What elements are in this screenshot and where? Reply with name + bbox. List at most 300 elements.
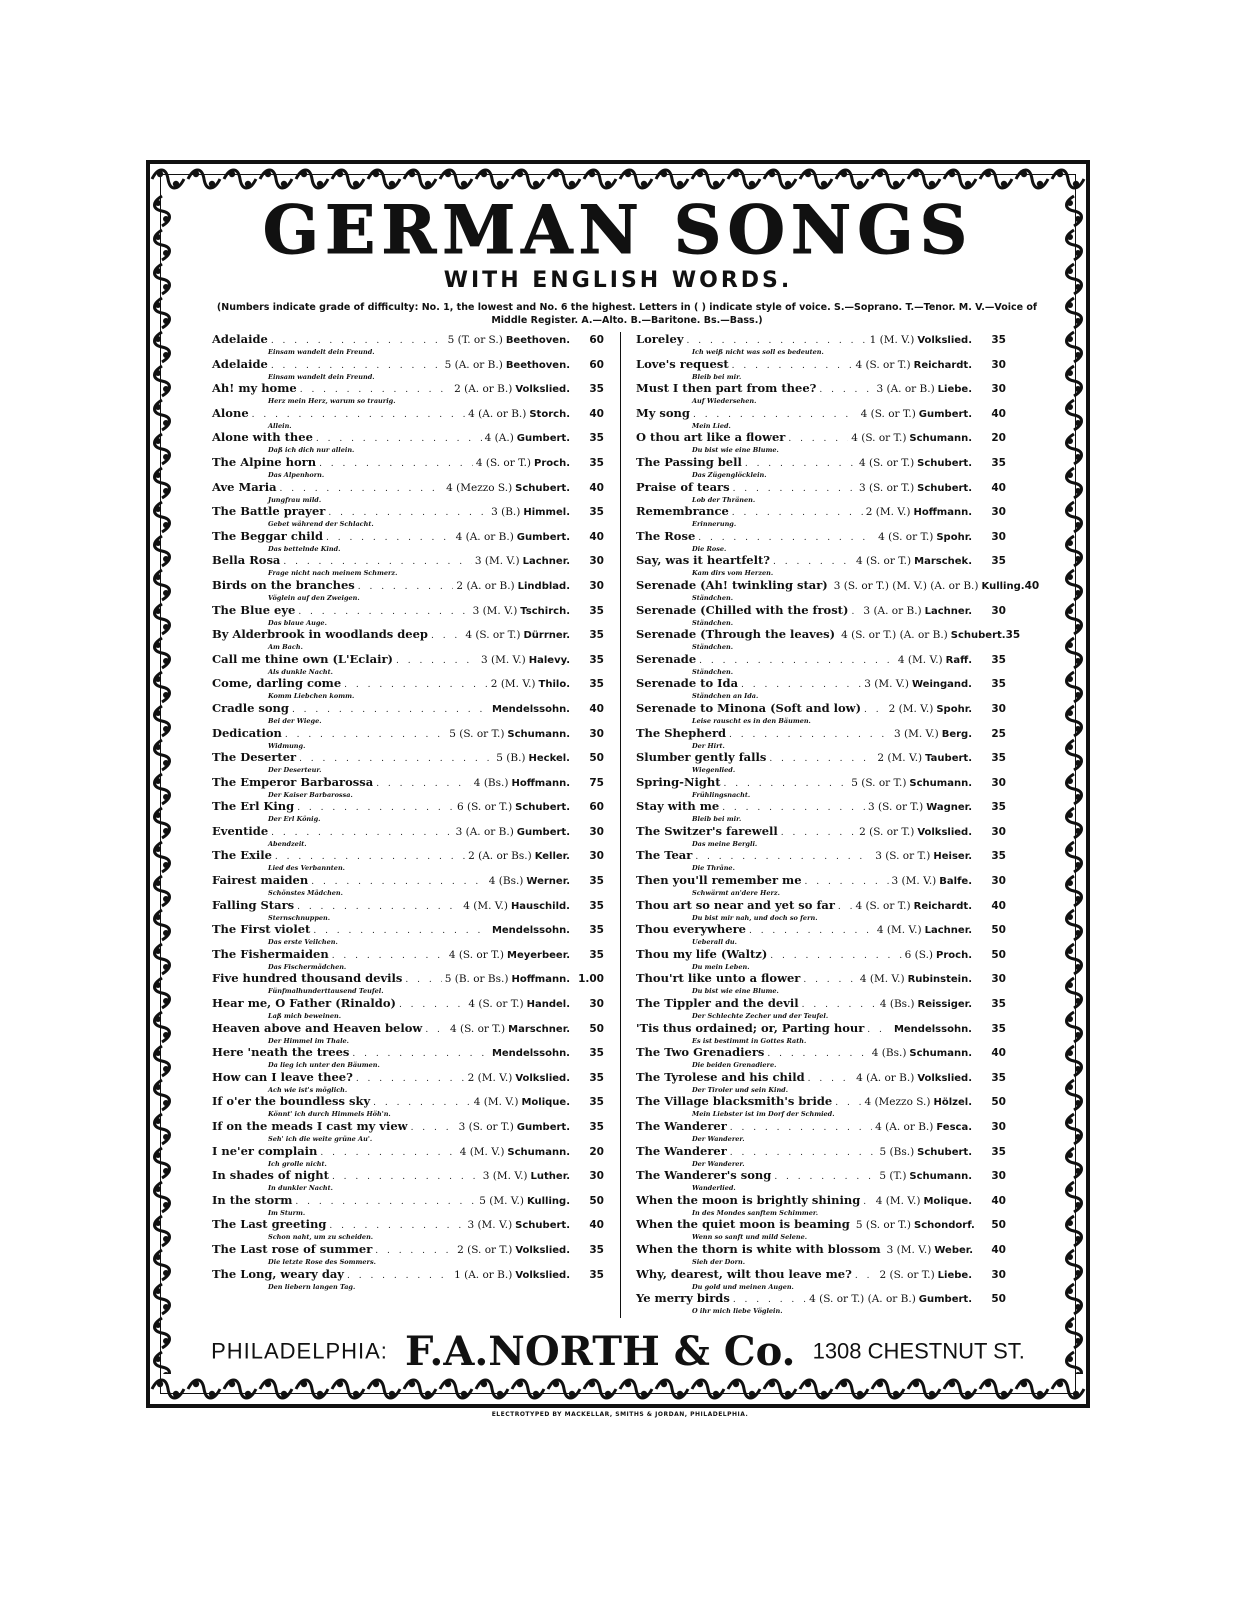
song-line: [212, 750, 604, 766]
song-composer: Hoffmann.: [511, 777, 570, 789]
scroll-ornament: [1067, 808, 1082, 838]
dot-leader: [405, 973, 441, 987]
song-composer: Gumbert.: [516, 531, 570, 543]
song-composer: Spohr.: [936, 531, 972, 543]
scroll-ornament: [620, 170, 652, 188]
song-line: [636, 898, 1006, 914]
scroll-ornament: [440, 1380, 472, 1398]
song-title: Thou'rt like unto a flower: [636, 971, 801, 986]
scroll-ornament: [155, 332, 170, 362]
dot-leader: [313, 924, 486, 938]
song-composer: Schumann.: [909, 433, 972, 445]
scroll-ornament: [1067, 298, 1082, 328]
scroll-ornament: [152, 1380, 184, 1398]
dot-leader: [297, 801, 454, 815]
scroll-ornament: [1067, 264, 1082, 294]
song-line: [636, 430, 1006, 446]
song-title: The Blue eye: [212, 602, 296, 617]
german-title: Ständchen.: [692, 593, 733, 602]
german-title: Der Wanderer.: [692, 1135, 745, 1143]
song-title: Adelaide: [212, 332, 268, 346]
song-price: 50: [991, 924, 1006, 937]
scroll-ornament: [1067, 740, 1082, 770]
scroll-ornament: [584, 170, 616, 188]
song-grade: 4 (S. or T.): [448, 948, 504, 961]
dot-leader: [316, 432, 482, 446]
song-title: If on the meads I cast my view: [212, 1119, 408, 1133]
song-title: Adelaide: [212, 356, 268, 371]
dot-leader: [819, 383, 873, 397]
scroll-ornament: [980, 170, 1012, 188]
scroll-ornament: [476, 170, 508, 188]
scroll-ornament: [296, 170, 328, 188]
scroll-ornament: [155, 536, 170, 566]
song-title: 'Tis thus ordained; or, Parting hour: [636, 1020, 865, 1035]
song-title: Five hundred thousand devils: [212, 971, 403, 986]
scroll-ornament: [1067, 230, 1082, 260]
german-title: Wenn so sanft und mild Selene.: [692, 1233, 807, 1242]
song-price: 35: [589, 875, 604, 888]
song-entry: [212, 1267, 604, 1292]
scroll-ornament: [1052, 170, 1084, 188]
song-line: [212, 1217, 604, 1233]
scroll-ornament: [1067, 1114, 1082, 1144]
song-line: [212, 553, 604, 569]
song-grade: 2 (M. V.): [888, 702, 934, 715]
song-entry: [212, 898, 604, 923]
scroll-ornament: [836, 170, 868, 188]
song-entry: [636, 1242, 1006, 1267]
dot-leader: [375, 1244, 454, 1258]
song-grade: 3 (A. or B.): [455, 825, 514, 838]
song-price: 35: [991, 1145, 1006, 1158]
song-entry: [212, 1021, 604, 1046]
dot-leader: [396, 654, 478, 668]
song-line: [636, 1291, 1006, 1307]
dot-leader: [729, 728, 891, 742]
song-entry: [212, 1242, 604, 1267]
song-composer: Hölzel.: [933, 1097, 972, 1109]
song-composer: Schumann.: [909, 1171, 972, 1183]
scroll-ornament: [872, 1380, 904, 1398]
song-entry: [212, 504, 604, 529]
song-title: The Rose: [636, 528, 696, 543]
song-title: The Passing bell: [636, 454, 742, 469]
song-composer: Fesca.: [936, 1122, 972, 1133]
song-grade: 4 (S. or T.): [878, 530, 934, 543]
scroll-ornament: [656, 1380, 688, 1398]
song-title: Slumber gently falls: [636, 750, 767, 765]
song-grade: 3 (M. V.): [893, 727, 939, 740]
song-entry: [636, 1070, 1006, 1095]
song-line: [636, 1144, 1006, 1160]
song-title: The Exile: [212, 848, 272, 863]
song-line: [636, 357, 1006, 373]
song-line: [636, 799, 1006, 815]
song-composer: Werner.: [526, 876, 570, 888]
song-title: The Wanderer: [636, 1119, 727, 1133]
scroll-ornament: [155, 570, 170, 600]
song-title: Call me thine own (L'Eclair): [212, 651, 393, 666]
song-grade: 4 (A. or B.): [468, 407, 527, 420]
song-title: Birds on the branches: [212, 577, 355, 592]
scroll-ornament: [155, 808, 170, 838]
song-entry: [212, 603, 604, 628]
song-entry: [212, 848, 604, 873]
song-title: The Fishermaiden: [212, 946, 329, 961]
song-entry: [212, 480, 604, 505]
scroll-ornament: [1067, 774, 1082, 804]
scroll-ornament: [872, 170, 904, 188]
song-line: [212, 1144, 604, 1160]
scroll-ornament: [155, 400, 170, 430]
song-title: Praise of tears: [636, 479, 730, 494]
song-line: [636, 676, 1006, 692]
scroll-ornament: [1067, 1080, 1082, 1110]
song-composer: Keller.: [534, 851, 570, 863]
dot-leader: [732, 359, 853, 373]
song-entry: [212, 455, 604, 480]
song-entry: [212, 996, 604, 1021]
song-entry: [636, 1119, 1006, 1144]
song-composer: Reichardt.: [913, 359, 972, 371]
scroll-ornament: [155, 842, 170, 872]
song-price: 35: [589, 432, 604, 445]
scroll-ornament: [728, 1380, 760, 1398]
song-title: Must I then part from thee?: [636, 381, 817, 396]
song-composer: Weingand.: [912, 679, 972, 691]
song-title: When the quiet moon is beaming: [636, 1217, 850, 1232]
song-composer: Mendelssohn.: [893, 1023, 972, 1035]
song-line: [636, 873, 1006, 889]
scroll-ornament: [155, 672, 170, 702]
song-entry: [636, 455, 1006, 480]
scroll-ornament: [908, 1380, 940, 1398]
song-grade: 6 (S.): [904, 948, 934, 961]
song-title: Cradle song: [212, 700, 289, 715]
scroll-ornament: [1067, 638, 1082, 668]
german-title: Erinnerung.: [692, 520, 737, 529]
song-entry: [212, 357, 604, 382]
song-price: 20: [589, 1145, 604, 1158]
german-title: Am Bach.: [268, 643, 303, 652]
page-title: GERMAN SONGS: [262, 191, 974, 269]
song-title: The Tippler and the devil: [636, 996, 799, 1011]
song-entry: [636, 430, 1006, 455]
song-grade: 4 (M. V.): [875, 1194, 921, 1207]
song-entry: [636, 996, 1006, 1021]
song-grade: 3 (S. or T.): [458, 1121, 514, 1133]
song-composer: Himmel.: [523, 507, 570, 519]
german-title: Daß ich dich nur allein.: [268, 446, 355, 455]
song-composer: Hoffmann.: [913, 507, 972, 519]
song-title: The Long, weary day: [212, 1266, 344, 1281]
song-title: Alone: [212, 405, 249, 420]
song-price: 35: [589, 948, 604, 961]
song-grade: 3 (S. or T.): [868, 801, 924, 814]
scroll-ornament: [1067, 1250, 1082, 1280]
song-grade: 4 (M. V.): [859, 973, 905, 986]
song-line: [212, 381, 604, 397]
scroll-ornament: [155, 944, 170, 974]
song-line: [636, 1217, 1006, 1233]
song-grade: 5 (S. or T.): [449, 727, 505, 740]
song-entry: [212, 430, 604, 455]
song-grade: 5 (A. or B.): [444, 358, 503, 371]
song-line: [636, 1119, 1006, 1135]
scroll-ornament: [620, 1380, 652, 1398]
song-entry: [212, 1168, 604, 1193]
song-grade: 4 (S. or T.): [465, 629, 521, 642]
scroll-ornament: [404, 1380, 436, 1398]
song-grade: 2 (S. or T.): [879, 1268, 935, 1281]
scroll-ornament: [728, 170, 760, 188]
song-line: [636, 1045, 1006, 1061]
scroll-ornament: [224, 170, 256, 188]
song-entry: [212, 676, 604, 701]
german-title: Die Rose.: [692, 544, 727, 553]
song-line: [212, 1168, 604, 1184]
song-price: 75: [589, 776, 604, 789]
song-line: [636, 553, 1006, 569]
scroll-ornament: [155, 910, 170, 940]
german-title: Den liebern langen Tag.: [268, 1282, 356, 1291]
song-composer: Taubert.: [925, 753, 972, 765]
german-title: Im Sturm.: [268, 1208, 306, 1217]
german-title: Jungfrau mild.: [268, 495, 322, 504]
song-title: Serenade (Through the leaves): [636, 627, 836, 642]
german-title: Mein Lied.: [692, 421, 731, 430]
song-title: If o'er the boundless sky: [212, 1094, 371, 1109]
song-price: 60: [589, 358, 604, 371]
song-title: Alone with thee: [212, 430, 313, 445]
song-price: 30: [589, 727, 604, 740]
dot-leader: [730, 1121, 872, 1135]
song-grade: 6 (S. or T.): [456, 801, 513, 814]
song-price: 50: [589, 1194, 604, 1207]
song-price: 40: [589, 530, 604, 543]
german-title: Komm Liebchen komm.: [268, 692, 355, 701]
german-title: Ständchen.: [692, 667, 733, 676]
german-title: Lob der Thränen.: [692, 495, 756, 504]
german-title: Frühlingsnacht.: [692, 790, 751, 799]
song-price: 40: [991, 899, 1006, 912]
song-price: 30: [991, 776, 1006, 789]
scroll-ornament: [155, 434, 170, 464]
scroll-ornament: [692, 170, 724, 188]
song-grade: 1 (M. V.): [869, 334, 915, 346]
ornament-pattern: [150, 1374, 1086, 1404]
song-line: [636, 947, 1006, 963]
song-entry: [636, 676, 1006, 701]
german-title: Ständchen.: [692, 618, 733, 627]
song-price: 35: [589, 1047, 604, 1060]
dot-leader: [805, 875, 889, 889]
song-grade: 4 (Bs.): [871, 1047, 907, 1060]
song-price: 35: [1005, 629, 1021, 642]
song-composer: Heckel.: [528, 753, 570, 765]
dot-leader: [352, 1047, 486, 1061]
song-title: Eventide: [212, 823, 269, 838]
song-price: 35: [589, 604, 604, 617]
song-entry: [636, 848, 1006, 873]
scroll-ornament: [155, 1114, 170, 1144]
song-line: [212, 701, 604, 717]
dot-leader: [411, 1121, 456, 1135]
song-grade: 4 (M. V.): [463, 899, 508, 912]
german-title: Ach wie ist's möglich.: [268, 1085, 348, 1094]
song-composer: Gumbert.: [516, 433, 570, 445]
song-entry: [636, 701, 1006, 726]
song-grade: 3 (B.): [491, 506, 521, 519]
song-title: Loreley: [636, 332, 684, 346]
scroll-ornament: [155, 740, 170, 770]
electrotyper-imprint: ELECTROTYPED BY MACKELLAR, SMITHS & JORDAN, PHILADELPHIA.: [491, 1411, 749, 1418]
song-entry: [636, 529, 1006, 554]
song-title: Fairest maiden: [212, 873, 309, 888]
dot-leader: [328, 506, 488, 520]
german-title: Das meine Bergli.: [692, 839, 758, 848]
song-title: The Tear: [636, 848, 693, 863]
song-grade: 2 (A. or B.): [456, 579, 515, 592]
scroll-ornament: [155, 638, 170, 668]
song-grade: 3 (S. or T.): [875, 850, 931, 863]
scroll-ornament: [1067, 400, 1082, 430]
song-grade: 3 (M. V.): [467, 1219, 513, 1232]
scroll-ornament: [155, 1216, 170, 1246]
dot-leader: [733, 1293, 806, 1307]
scroll-ornament: [1067, 1148, 1082, 1178]
german-title: Der Tiroler und sein Kind.: [692, 1085, 788, 1094]
song-line: [212, 455, 604, 471]
song-composer: Schubert.: [515, 482, 570, 494]
song-title: The Alpine horn: [212, 454, 317, 469]
dot-leader: [838, 900, 853, 914]
dot-leader: [855, 1269, 877, 1283]
song-grade: 3 (M. V.): [891, 875, 937, 888]
song-composer: Weber.: [934, 1244, 974, 1256]
german-title: Ueberall du.: [692, 938, 737, 947]
german-title: Der Deserteur.: [268, 766, 322, 775]
song-title: Spring-Night: [636, 774, 721, 789]
song-line: [212, 1119, 604, 1135]
song-entry: [636, 381, 1006, 406]
scroll-ornament: [800, 1380, 832, 1398]
german-title: Es ist bestimmt in Gottes Rath.: [692, 1036, 807, 1045]
song-price: 50: [589, 752, 604, 765]
song-line: [212, 676, 604, 692]
scroll-ornament: [692, 1380, 724, 1398]
song-grade: 4 (S. or T.): [475, 456, 532, 469]
song-composer: Molique.: [521, 1097, 570, 1109]
song-entry: [212, 1193, 604, 1218]
song-entry: [212, 652, 604, 677]
song-grade: 4 (A. or B.): [875, 1121, 934, 1133]
song-line: [212, 529, 604, 545]
song-composer: Hoffmann.: [511, 974, 570, 986]
german-title: Sieh der Dorn.: [692, 1257, 746, 1266]
dot-leader: [298, 605, 469, 619]
song-price: 35: [589, 1268, 604, 1281]
german-title: Könnt' ich durch Himmels Höh'n.: [268, 1110, 391, 1119]
publisher-city: PHILADELPHIA:: [211, 1338, 388, 1364]
song-grade: 4 (M. V.): [897, 653, 943, 666]
german-title: Wanderlied.: [692, 1184, 736, 1193]
scroll-ornament: [1067, 706, 1082, 736]
scroll-ornament: [332, 1380, 364, 1398]
scroll-ornament: [155, 298, 170, 328]
dot-leader: [730, 1146, 877, 1160]
song-title: Serenade: [636, 651, 697, 666]
song-line: [636, 652, 1006, 668]
dot-leader: [699, 654, 895, 668]
dot-leader: [425, 1023, 447, 1037]
song-title: By Alderbrook in woodlands deep: [212, 627, 428, 642]
song-grade: 4 (S. or T.): [449, 1022, 506, 1035]
song-line: [212, 1021, 604, 1037]
song-grade: 4 (A. or B.): [856, 1071, 915, 1084]
german-title: Das bettelnde Kind.: [268, 544, 341, 553]
dot-leader: [376, 777, 471, 791]
scroll-ornament: [548, 1380, 580, 1398]
scroll-ornament: [155, 264, 170, 294]
dot-leader: [767, 1047, 868, 1061]
song-title: O thou art like a flower: [636, 430, 786, 445]
song-price: 30: [991, 1268, 1006, 1281]
song-title: Ave Maria: [212, 479, 277, 494]
song-price: 50: [991, 1096, 1006, 1109]
song-composer: Volkslied.: [515, 1244, 570, 1256]
song-entry: [636, 1217, 1006, 1242]
song-composer: Gumbert.: [918, 1294, 972, 1306]
column-divider: [620, 332, 621, 1318]
song-line: [636, 504, 1006, 520]
song-line: [636, 996, 1006, 1012]
song-line: [212, 603, 604, 619]
song-composer: Handel.: [526, 999, 570, 1011]
ornament-pattern: [1062, 194, 1086, 1374]
song-price: 40: [589, 407, 604, 420]
song-grade: 4 (A. or B.): [455, 530, 514, 543]
song-entry: [636, 1144, 1006, 1169]
song-line: [636, 529, 1006, 545]
german-title: Das Zügenglöcklein.: [692, 470, 767, 479]
german-title: In dunkler Nacht.: [268, 1184, 333, 1193]
dot-leader: [358, 580, 454, 594]
song-title: Thou art so near and yet so far: [636, 897, 835, 912]
song-entry: [212, 1070, 604, 1095]
song-entry: [636, 357, 1006, 382]
song-title: Hear me, O Father (Rinaldo): [212, 996, 396, 1011]
song-price: 30: [991, 383, 1006, 396]
song-price: 30: [991, 506, 1006, 519]
song-price: 40: [991, 1047, 1006, 1060]
song-grade: 2 (S. or T.): [457, 1243, 513, 1256]
song-composer: Rubinstein.: [907, 974, 972, 986]
dot-leader: [292, 703, 486, 717]
song-entry: [212, 873, 604, 898]
song-title: How can I leave thee?: [212, 1069, 353, 1084]
dot-leader: [329, 1219, 464, 1233]
song-entry: [212, 381, 604, 406]
song-price: 30: [991, 1121, 1006, 1133]
song-price: 35: [991, 653, 1006, 666]
song-composer: Schumann.: [507, 1146, 570, 1158]
dot-leader: [863, 1195, 872, 1209]
german-title: Da lieg ich unter den Bäumen.: [268, 1061, 380, 1070]
song-price: 60: [589, 801, 604, 814]
song-entry: [636, 332, 1006, 357]
